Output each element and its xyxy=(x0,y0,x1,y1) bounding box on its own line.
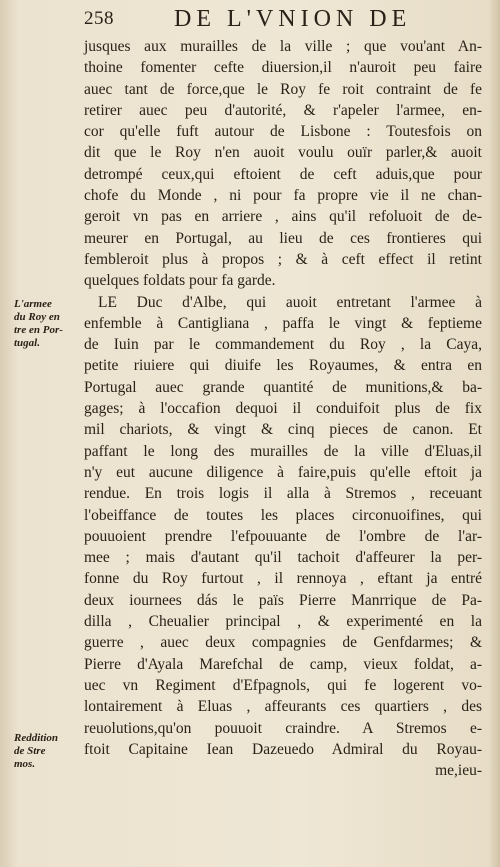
text-line: gages; à l'occafion dequoi il conduifoit plus de fix xyxy=(84,400,482,418)
running-title: DE L'VNION DE xyxy=(174,6,412,32)
text-line: cor qu'elle fuft autour de Lisbone : Toutesfois on xyxy=(84,123,482,141)
text-line: dit que le Roy n'en auoit voulu ouïr parler,& auoit xyxy=(84,144,482,162)
margin-note-line: tre en Por- xyxy=(14,324,63,336)
text-line: deux iournees dás le païs Pierre Manrrique de Pa- xyxy=(84,591,482,609)
page-edge xyxy=(490,0,500,867)
text-line: Portugal auec grande quantité de munitions,& ba- xyxy=(84,378,482,396)
text-line: auec tant de force,que le Roy fe roit contraint de fe xyxy=(84,80,482,98)
text-line: n'y eut aucune diligence à faire,puis qu'elle eftoit ja xyxy=(84,463,482,481)
text-line: mil chariots, & vingt & cinq pieces de canon. Et xyxy=(84,421,482,439)
text-line: lontairement à Eluas , affeurants ces quartiers , des xyxy=(84,698,482,716)
margin-note-army xyxy=(14,298,80,350)
text-line: paffant le long des murailles de la ville d'Eluas,il xyxy=(84,442,482,460)
text-line: geroit vn pas en arriere , ains qu'il refoluoit de de- xyxy=(84,208,482,226)
text-line: l'obeiffance de toutes les places circonuoifines, qui xyxy=(84,506,482,524)
text-line: rendue. En trois logis il alla à Stremos , receuant xyxy=(84,485,482,503)
text-line: mee ; mais d'autant qu'il tachoit d'affeurer la per- xyxy=(84,549,482,567)
text-line: guerre , auec deux compagnies de Genfdarmes; & xyxy=(84,634,482,652)
margin-note-line: Reddition xyxy=(14,732,59,744)
body-text xyxy=(84,36,482,781)
text-line: ftoit Capitaine Iean Dazeuedo Admiral du Royau- xyxy=(84,740,482,758)
text-line: enfemble à Cantigliana , paffa le vingt & feptieme xyxy=(84,314,482,332)
text-line: LE Duc d'Albe, qui auoit entretant l'armee à xyxy=(98,293,482,311)
text-line: meurer en Portugal, au lieu de ces frontieres qui xyxy=(84,229,482,247)
text-line: quelques foldats pour fa garde. xyxy=(84,272,276,290)
page-header xyxy=(84,8,480,38)
text-line: dilla , Cheualier principal , & experimenté en la xyxy=(84,613,482,631)
text-line: retirer auec peu d'autorité, & r'apeler l'armee, en- xyxy=(84,101,482,119)
text-line: Pierre d'Ayala Marefchal de camp, vieux foldat, a- xyxy=(84,655,482,673)
text-line: reuolutions,qu'on pouuoit craindre. A Stremos e- xyxy=(84,719,482,737)
text-line: de Iuin par le commandement du Roy , la Caya, xyxy=(84,336,482,354)
margin-note-line: mos. xyxy=(14,758,36,770)
margin-note-line: tugal. xyxy=(14,337,40,349)
text-line: chofe du Monde , ni pour fa propre vie il ne chan- xyxy=(84,187,482,205)
text-line: detrompé ceux,qui eftoient de ceft aduis,que pour xyxy=(84,165,482,183)
page-number: 258 xyxy=(84,8,114,29)
text-line: uec vn Regiment d'Efpagnols, qui fe logerent vo- xyxy=(84,676,482,694)
text-line: fembleroit plus à propos ; & à ceft effect il retint xyxy=(84,250,482,268)
text-line: petite riuiere qui diuife les Royaumes, & entra en xyxy=(84,357,482,375)
text-line: thoine fomenter cefte diuersion,il n'auroit peu faire xyxy=(84,59,482,77)
margin-note-line: L'armee xyxy=(14,298,52,310)
text-line: me,ieu- xyxy=(435,762,482,780)
text-line: jusques aux murailles de la ville ; que vou'ant An- xyxy=(84,38,482,55)
margin-note-line: du Roy en xyxy=(14,311,60,323)
text-line: pouuoient prendre l'efpouuante de l'ombre de l'ar- xyxy=(84,527,482,545)
text-line: fonne du Roy furtout , il rennoya , eftant ja entré xyxy=(84,570,482,588)
margin-note-stremos xyxy=(14,732,80,771)
margin-note-line: de Stre xyxy=(14,745,46,757)
